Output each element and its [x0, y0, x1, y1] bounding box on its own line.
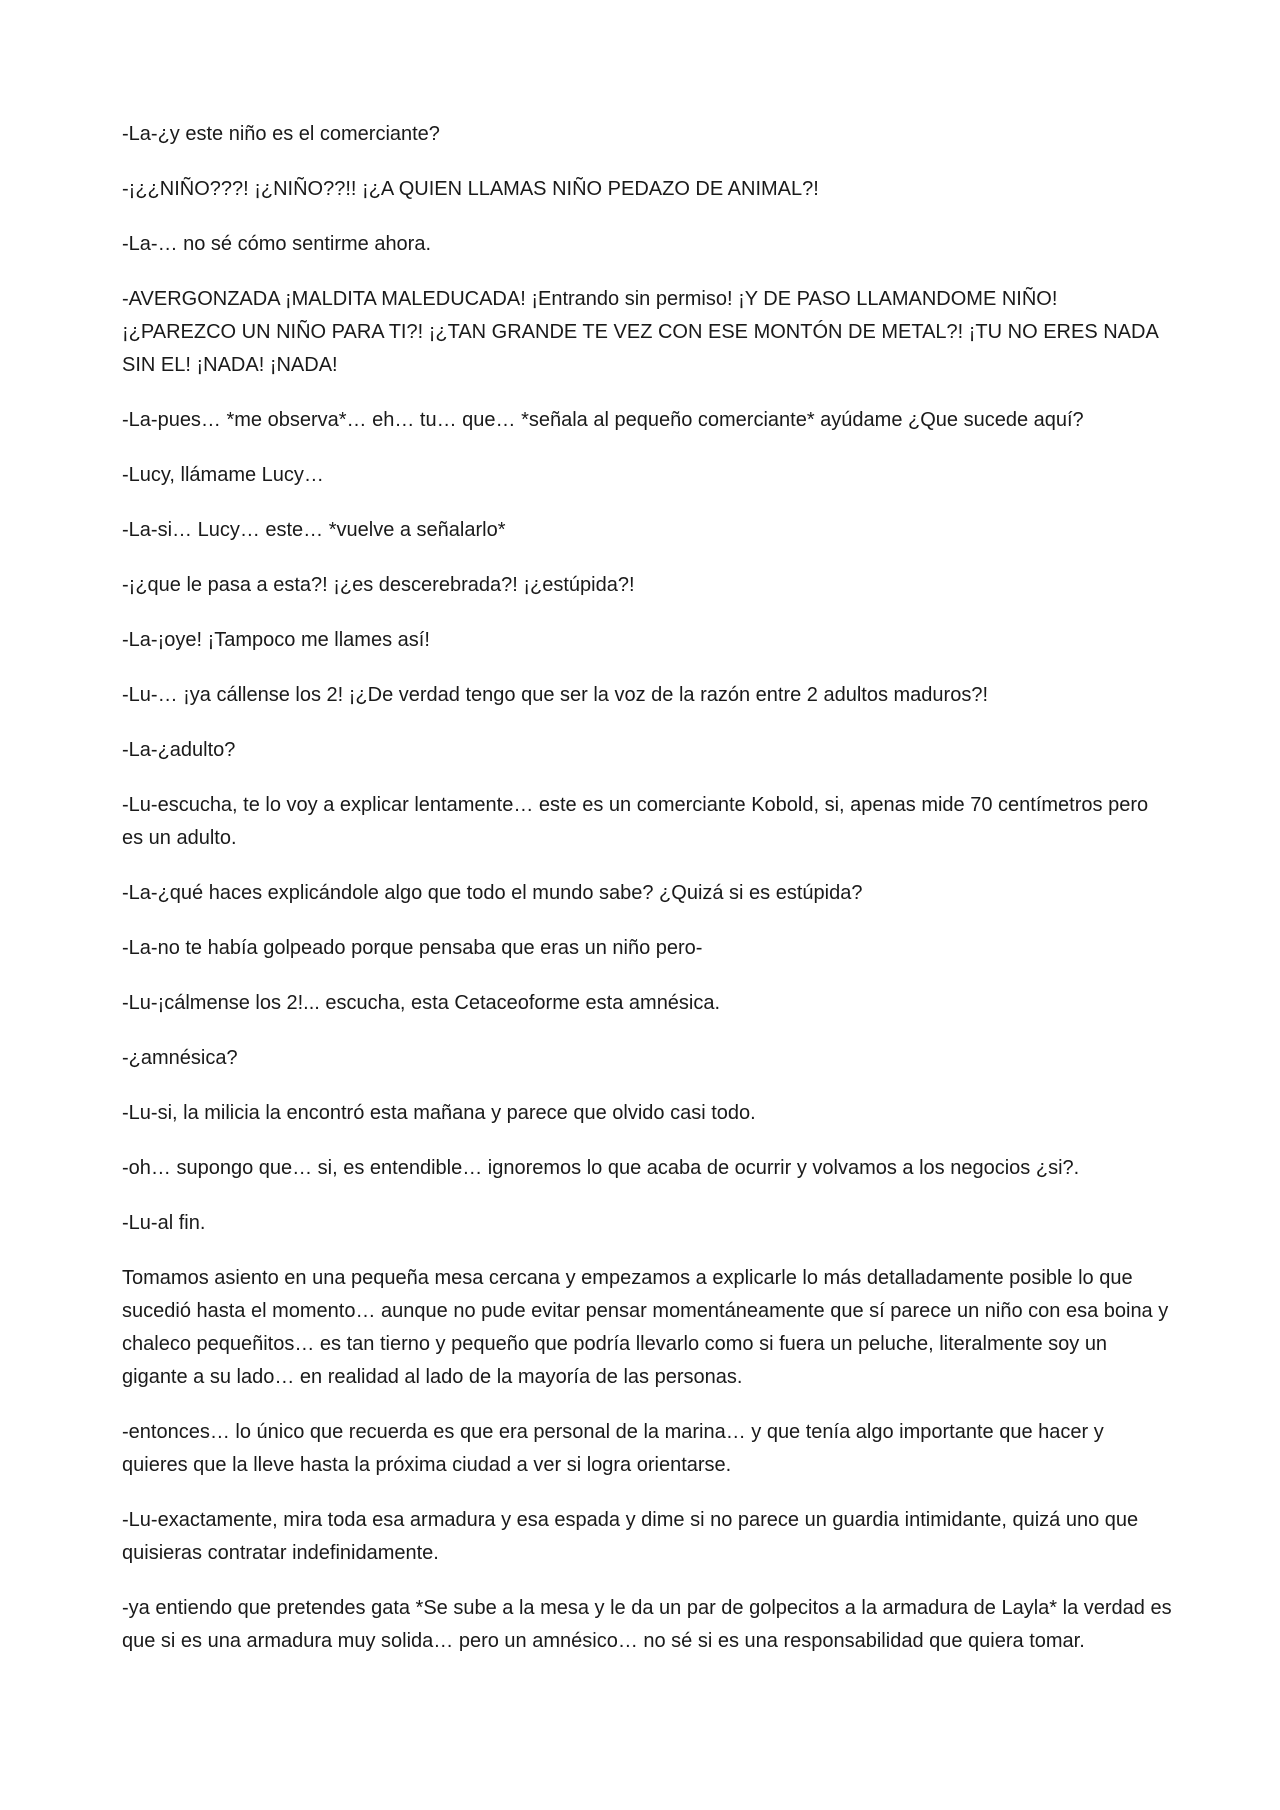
paragraph-10: -Lu-… ¡ya cállense los 2! ¡¿De verdad tengo que ser la voz de la razón entre 2 adultos maduros?!	[122, 684, 989, 706]
paragraph-15: -Lu-¡cálmense los 2!... escucha, esta Cetaceoforme esta amnésica.	[122, 992, 721, 1014]
paragraph-17: -Lu-si, la milicia la encontró esta mañana y parece que olvido casi todo.	[122, 1102, 756, 1124]
paragraph-9: -La-¡oye! ¡Tampoco me llames así!	[122, 629, 430, 651]
paragraph-1: -La-¿y este niño es el comerciante?	[122, 123, 440, 145]
paragraph-14: -La-no te había golpeado porque pensaba que eras un niño pero-	[122, 937, 703, 959]
paragraph-13: -La-¿qué haces explicándole algo que todo el mundo sabe? ¿Quizá si es estúpida?	[122, 882, 863, 904]
paragraph-20: Tomamos asiento en una pequeña mesa cercana y empezamos a explicarle lo más detalladamente posible lo que sucedió hasta el momento… aunque no pude evitar pensar momentáneamente que sí parece un niño con esa boina y chaleco pequeñitos… es tan tierno y pequeño que podría llevarlo como si fuera un peluche, literalmente soy un gigante a su lado… en realidad al lado de la mayoría de las personas.	[122, 1267, 1169, 1388]
paragraph-21: -entonces… lo único que recuerda es que era personal de la marina… y que tenía algo importante que hacer y quieres que la lleve hasta la próxima ciudad a ver si logra orientarse.	[122, 1421, 1104, 1476]
paragraph-19: -Lu-al fin.	[122, 1212, 206, 1234]
document-body	[122, 118, 1172, 1680]
paragraph-12: -Lu-escucha, te lo voy a explicar lentamente… este es un comerciante Kobold, si, apenas mide 70 centímetros pero es un adulto.	[122, 794, 1149, 849]
paragraph-18: -oh… supongo que… si, es entendible… ignoremos lo que acaba de ocurrir y volvamos a los negocios ¿si?.	[122, 1157, 1080, 1179]
paragraph-3: -La-… no sé cómo sentirme ahora.	[122, 233, 432, 255]
paragraph-8: -¡¿que le pasa a esta?! ¡¿es descerebrada?! ¡¿estúpida?!	[122, 574, 635, 596]
paragraph-23: -ya entiendo que pretendes gata *Se sube a la mesa y le da un par de golpecitos a la armadura de Layla* la verdad es que si es una armadura muy solida… pero un amnésico… no sé si es una responsabilidad que quiera tomar.	[122, 1597, 1172, 1652]
paragraph-4: -AVERGONZADA ¡MALDITA MALEDUCADA! ¡Entrando sin permiso! ¡Y DE PASO LLAMANDOME NIÑO! ¡¿PAREZCO UN NIÑO PARA TI?! ¡¿TAN GRANDE TE VEZ CON ESE MONTÓN DE METAL?! ¡TU NO ERES NADA SIN EL! ¡NADA! ¡NADA!	[122, 288, 1158, 376]
paragraph-7: -La-si… Lucy… este… *vuelve a señalarlo*	[122, 519, 506, 541]
paragraph-22: -Lu-exactamente, mira toda esa armadura y esa espada y dime si no parece un guardia intimidante, quizá uno que quisieras contratar indefinidamente.	[122, 1509, 1139, 1564]
paragraph-16: -¿amnésica?	[122, 1047, 238, 1069]
paragraph-2: -¡¿¿NIÑO???! ¡¿NIÑO??!! ¡¿A QUIEN LLAMAS NIÑO PEDAZO DE ANIMAL?!	[122, 178, 819, 200]
paragraph-6: -Lucy, llámame Lucy…	[122, 464, 324, 486]
paragraph-5: -La-pues… *me observa*… eh… tu… que… *señala al pequeño comerciante* ayúdame ¿Que sucede aquí?	[122, 409, 1084, 431]
paragraph-11: -La-¿adulto?	[122, 739, 236, 761]
